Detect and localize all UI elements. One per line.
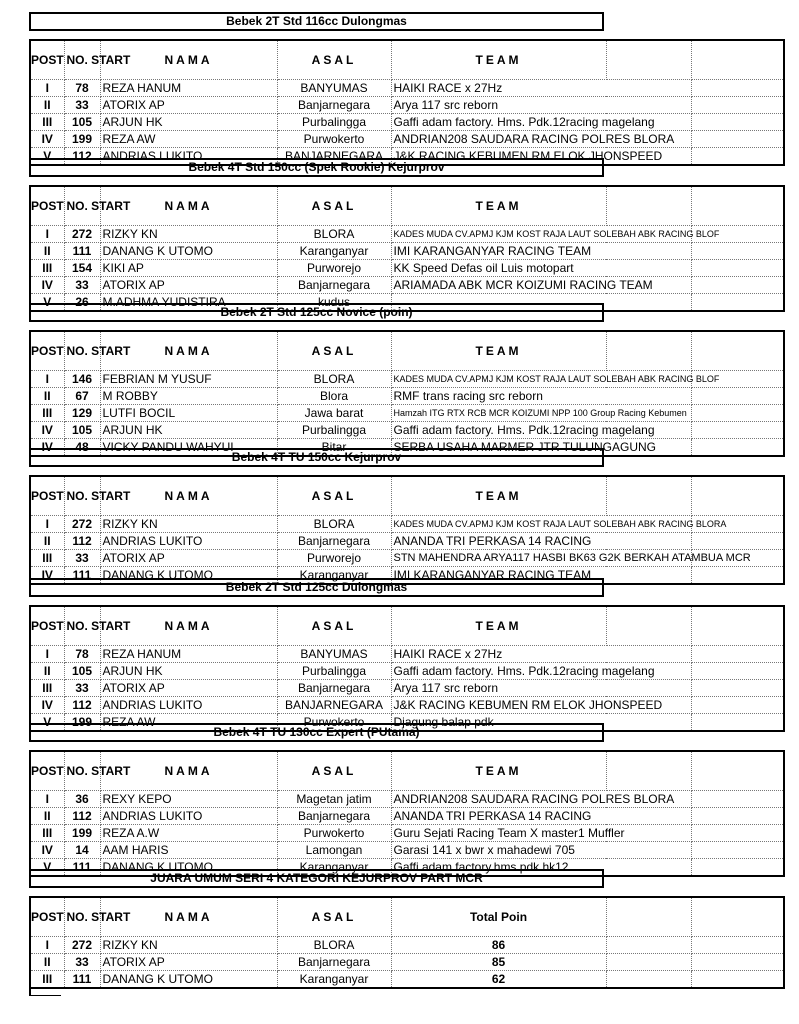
name-cell: DANANG K UTOMO [100,567,277,585]
table-row [30,697,784,714]
start-number-cell: 33 [64,680,100,697]
position-cell: IV [30,439,64,457]
results-table [29,605,785,732]
page-end-vertical-rule [29,978,31,996]
start-number-cell: 154 [64,260,100,277]
position-cell: III [30,114,64,131]
name-cell: M.ADHMA YUDISTIRA [100,294,277,312]
team-cell: ANDRIAN208 SAUDARA RACING POLRES BLORA [391,791,691,808]
name-cell: FEBRIAN M YUSUF [100,371,277,388]
origin-cell: Banjarnegara [277,808,391,825]
table-row [30,680,784,697]
header-row [30,186,784,226]
results-table [29,330,785,457]
name-cell: RIZKY KN [100,937,277,954]
category-title: Bebek 2T Std 125cc Dulongmas [29,578,604,597]
empty-cell [691,148,784,166]
empty-cell [691,439,784,457]
position-cell: I [30,80,64,97]
origin-cell: Karanganyar [277,971,391,989]
header-asal: ASAL [277,331,391,371]
header-asal: ASAL [277,897,391,937]
empty-cell [691,897,784,937]
header-team: TEAM [391,751,606,791]
header-pos: POST [30,751,64,791]
table-row [30,663,784,680]
name-cell: ARJUN HK [100,422,277,439]
team-cell: Gaffi adam factory. Hms. Pdk.12racing magelang [391,663,691,680]
origin-cell: Bitar [277,439,391,457]
header-no-start: NO. START [64,606,100,646]
table-row [30,937,784,954]
header-team: TEAM [391,40,606,80]
start-number-cell: 112 [64,533,100,550]
empty-cell [691,260,784,277]
header-team: TEAM [391,186,606,226]
team-cell: SERBA USAHA MARMER JTR TULUNGAGUNG [391,439,691,457]
team-cell: KADES MUDA CV.APMJ KJM KOST RAJA LAUT SOLEBAH ABK RACING BLOF [391,226,691,243]
start-number-cell: 199 [64,131,100,148]
empty-cell [691,476,784,516]
start-number-cell: 48 [64,439,100,457]
start-number-cell: 78 [64,646,100,663]
header-pos: POST [30,331,64,371]
name-cell: ANDRIAS LUKITO [100,148,277,166]
page-end-rule [29,995,61,996]
start-number-cell: 112 [64,697,100,714]
total-poin-cell: 85 [391,954,606,971]
origin-cell: Banjarnegara [277,954,391,971]
name-cell: DANANG K UTOMO [100,971,277,989]
position-cell: IV [30,697,64,714]
start-number-cell: 199 [64,714,100,732]
name-cell: REXY KEPO [100,791,277,808]
team-cell: ARIAMADA ABK MCR KOIZUMI RACING TEAM [391,277,691,294]
origin-cell: Blora [277,388,391,405]
category-title: Bebek 2T Std 125cc Novice (poin) [29,303,604,322]
empty-cell [691,954,784,971]
header-asal: ASAL [277,476,391,516]
team-cell: J&K RACING KEBUMEN RM ELOK JHONSPEED [391,148,691,166]
origin-cell: Karanganyar [277,859,391,877]
name-cell: RIZKY KN [100,516,277,533]
origin-cell: Purbalingga [277,422,391,439]
empty-cell [691,405,784,422]
team-cell: IMI KARANGANYAR RACING TEAM [391,567,691,585]
results-table [29,475,785,585]
origin-cell: BANJARNEGARA [277,148,391,166]
position-cell: IV [30,131,64,148]
empty-cell [691,533,784,550]
origin-cell: Purworejo [277,260,391,277]
header-pos: POST [30,476,64,516]
name-cell: REZA HANUM [100,646,277,663]
name-cell: REZA HANUM [100,80,277,97]
position-cell: II [30,663,64,680]
origin-cell: BLORA [277,371,391,388]
header-total-poin: Total Poin [391,897,606,937]
position-cell: V [30,714,64,732]
position-cell: IV [30,422,64,439]
name-cell: ARJUN HK [100,114,277,131]
team-cell: Gaffi adam factory. Hms. Pdk.12racing magelang [391,422,691,439]
start-number-cell: 67 [64,388,100,405]
team-cell: J&K RACING KEBUMEN RM ELOK JHONSPEED [391,697,691,714]
name-cell: ATORIX AP [100,550,277,567]
table-row [30,131,784,148]
empty-cell [691,114,784,131]
empty-cell [606,751,691,791]
table-row [30,277,784,294]
position-cell: I [30,646,64,663]
origin-cell: BLORA [277,516,391,533]
header-nama: NAMA [100,606,277,646]
position-cell: I [30,937,64,954]
header-row [30,331,784,371]
team-cell: ANANDA TRI PERKASA 14 RACING [391,533,691,550]
start-number-cell: 14 [64,842,100,859]
empty-cell [691,791,784,808]
position-cell: V [30,859,64,877]
empty-cell [691,331,784,371]
origin-cell: Magetan jatim [277,791,391,808]
results-table [29,39,785,166]
start-number-cell: 111 [64,971,100,989]
name-cell: ARJUN HK [100,663,277,680]
empty-cell [691,842,784,859]
table-row [30,808,784,825]
position-cell: III [30,550,64,567]
header-nama: NAMA [100,476,277,516]
start-number-cell: 105 [64,663,100,680]
empty-cell [691,186,784,226]
empty-cell [691,937,784,954]
name-cell: LUTFI BOCIL [100,405,277,422]
start-number-cell: 112 [64,808,100,825]
table-row [30,842,784,859]
table-row [30,954,784,971]
position-cell: II [30,97,64,114]
position-cell: II [30,243,64,260]
table-row [30,80,784,97]
start-number-cell: 105 [64,114,100,131]
empty-cell [691,131,784,148]
origin-cell: Banjarnegara [277,97,391,114]
category-title: Bebek 2T Std 116cc Dulongmas [29,12,604,31]
team-cell: Guru Sejati Racing Team X master1 Muffler [391,825,691,842]
table-row [30,226,784,243]
results-table [29,750,785,877]
name-cell: ATORIX AP [100,954,277,971]
origin-cell: Banjarnegara [277,680,391,697]
start-number-cell: 33 [64,97,100,114]
position-cell: III [30,260,64,277]
header-pos: POST [30,40,64,80]
header-row [30,606,784,646]
results-table [29,185,785,312]
start-number-cell: 199 [64,825,100,842]
origin-cell: Karanganyar [277,567,391,585]
start-number-cell: 105 [64,422,100,439]
overall-table [29,896,785,989]
team-cell: Hamzah ITG RTX RCB MCR KOIZUMI NPP 100 Group Racing Kebumen [391,405,691,422]
origin-cell: BANJARNEGARA [277,697,391,714]
table-row [30,825,784,842]
start-number-cell: 272 [64,516,100,533]
team-cell: HAIKI RACE x 27Hz [391,646,691,663]
empty-cell [691,697,784,714]
position-cell: IV [30,567,64,585]
empty-cell [606,897,691,937]
start-number-cell: 129 [64,405,100,422]
header-nama: NAMA [100,331,277,371]
position-cell: V [30,148,64,166]
team-cell: HAIKI RACE x 27Hz [391,80,691,97]
position-cell: II [30,808,64,825]
team-cell: RMF trans racing src reborn [391,388,691,405]
name-cell: REZA A.W [100,825,277,842]
empty-cell [691,714,784,732]
empty-cell [606,476,691,516]
total-poin-cell: 62 [391,971,606,989]
team-cell: IMI KARANGANYAR RACING TEAM [391,243,691,260]
position-cell: II [30,954,64,971]
origin-cell: Purwokerto [277,131,391,148]
start-number-cell: 26 [64,294,100,312]
empty-cell [691,388,784,405]
header-row [30,751,784,791]
start-number-cell: 78 [64,80,100,97]
header-pos: POST [30,606,64,646]
table-row [30,971,784,989]
header-pos: POST [30,897,64,937]
name-cell: ATORIX AP [100,97,277,114]
start-number-cell: 33 [64,550,100,567]
empty-cell [606,40,691,80]
team-cell: Djagung balap pdk [391,714,691,732]
origin-cell: kudus [277,294,391,312]
name-cell: DANANG K UTOMO [100,859,277,877]
table-row [30,422,784,439]
empty-cell [606,186,691,226]
origin-cell: Banjarnegara [277,533,391,550]
empty-cell [691,971,784,989]
empty-cell [606,937,691,954]
origin-cell: Lamongan [277,842,391,859]
header-asal: ASAL [277,606,391,646]
team-cell: STN MAHENDRA ARYA117 HASBI BK63 G2K BERKAH ATAMBUA MCR [391,550,691,567]
overall-title: JUARA UMUM SERI 4 KATEGORI KEJURPROV PART MCR [29,869,604,888]
header-no-start: NO. START [64,897,100,937]
empty-cell [691,859,784,877]
name-cell: VICKY PANDU WAHYUI [100,439,277,457]
team-cell: KADES MUDA CV.APMJ KJM KOST RAJA LAUT SOLEBAH ABK RACING BLOF [391,371,691,388]
team-cell: Arya 117 src reborn [391,97,691,114]
position-cell: II [30,533,64,550]
header-row [30,897,784,937]
position-cell: III [30,971,64,989]
start-number-cell: 112 [64,148,100,166]
table-row [30,114,784,131]
name-cell: KIKI AP [100,260,277,277]
name-cell: REZA AW [100,714,277,732]
header-team: TEAM [391,331,606,371]
position-cell: III [30,405,64,422]
origin-cell: BANYUMAS [277,646,391,663]
start-number-cell: 36 [64,791,100,808]
table-row [30,243,784,260]
table-row [30,791,784,808]
origin-cell: Banjarnegara [277,277,391,294]
team-cell: Arya 117 src reborn [391,680,691,697]
table-row [30,388,784,405]
name-cell: ATORIX AP [100,680,277,697]
header-no-start: NO. START [64,186,100,226]
origin-cell: Jawa barat [277,405,391,422]
header-nama: NAMA [100,751,277,791]
empty-cell [691,294,784,312]
name-cell: M ROBBY [100,388,277,405]
start-number-cell: 111 [64,859,100,877]
position-cell: I [30,516,64,533]
origin-cell: Purwokerto [277,714,391,732]
name-cell: RIZKY KN [100,226,277,243]
header-asal: ASAL [277,751,391,791]
empty-cell [606,971,691,989]
name-cell: ANDRIAS LUKITO [100,808,277,825]
empty-cell [606,954,691,971]
header-no-start: NO. START [64,331,100,371]
origin-cell: BANYUMAS [277,80,391,97]
empty-cell [606,331,691,371]
name-cell: ATORIX AP [100,277,277,294]
empty-cell [691,277,784,294]
empty-cell [691,422,784,439]
empty-cell [691,646,784,663]
start-number-cell: 272 [64,226,100,243]
header-nama: NAMA [100,40,277,80]
header-team: TEAM [391,606,606,646]
header-asal: ASAL [277,40,391,80]
total-poin-cell: 86 [391,937,606,954]
origin-cell: Purbalingga [277,663,391,680]
position-cell: I [30,226,64,243]
position-cell: I [30,371,64,388]
position-cell: I [30,791,64,808]
position-cell: II [30,388,64,405]
empty-cell [691,680,784,697]
empty-cell [691,825,784,842]
table-row [30,405,784,422]
team-cell: Garasi 141 x bwr x mahadewi 705 [391,842,691,859]
empty-cell [691,751,784,791]
empty-cell [691,97,784,114]
header-row [30,40,784,80]
empty-cell [691,243,784,260]
header-asal: ASAL [277,186,391,226]
empty-cell [691,40,784,80]
name-cell: DANANG K UTOMO [100,243,277,260]
origin-cell: BLORA [277,226,391,243]
header-nama: NAMA [100,897,277,937]
table-row [30,97,784,114]
origin-cell: Karanganyar [277,243,391,260]
team-cell: Gaffi adam factory. Hms. Pdk.12racing magelang [391,114,691,131]
table-row [30,371,784,388]
position-cell: III [30,825,64,842]
empty-cell [691,663,784,680]
position-cell: III [30,680,64,697]
start-number-cell: 111 [64,243,100,260]
name-cell: ANDRIAS LUKITO [100,533,277,550]
position-cell: IV [30,277,64,294]
header-pos: POST [30,186,64,226]
start-number-cell: 146 [64,371,100,388]
header-team: TEAM [391,476,606,516]
header-nama: NAMA [100,186,277,226]
start-number-cell: 33 [64,277,100,294]
empty-cell [691,567,784,585]
team-cell: Gaffi adam factory.hms.pdk.hk12 [391,859,691,877]
name-cell: AAM HARIS [100,842,277,859]
team-cell: ANANDA TRI PERKASA 14 RACING [391,808,691,825]
name-cell: ANDRIAS LUKITO [100,697,277,714]
header-no-start: NO. START [64,40,100,80]
team-cell: KK Speed Defas oil Luis motopart [391,260,691,277]
origin-cell: Purbalingga [277,114,391,131]
table-row [30,533,784,550]
category-title: Bebek 4T TU 130cc Expert (PUtama) [29,723,604,742]
table-row [30,516,784,533]
start-number-cell: 272 [64,937,100,954]
table-row [30,550,784,567]
header-no-start: NO. START [64,476,100,516]
header-no-start: NO. START [64,751,100,791]
team-cell: KADES MUDA CV.APMJ KJM KOST RAJA LAUT SOLEBAH ABK RACING BLORA [391,516,691,533]
start-number-cell: 111 [64,567,100,585]
table-row [30,646,784,663]
category-title: Bebek 4T Std 150cc (Spek Rookie) Kejurprov [29,158,604,177]
start-number-cell: 33 [64,954,100,971]
category-title: Bebek 4T TU 150cc Kejurprov [29,448,604,467]
position-cell: V [30,294,64,312]
empty-cell [606,606,691,646]
empty-cell [691,606,784,646]
team-cell: ANDRIAN208 SAUDARA RACING POLRES BLORA [391,131,691,148]
origin-cell: BLORA [277,937,391,954]
empty-cell [691,808,784,825]
name-cell: REZA AW [100,131,277,148]
origin-cell: Purwokerto [277,825,391,842]
origin-cell: Purworejo [277,550,391,567]
position-cell: IV [30,842,64,859]
table-row [30,260,784,277]
header-row [30,476,784,516]
empty-cell [691,80,784,97]
